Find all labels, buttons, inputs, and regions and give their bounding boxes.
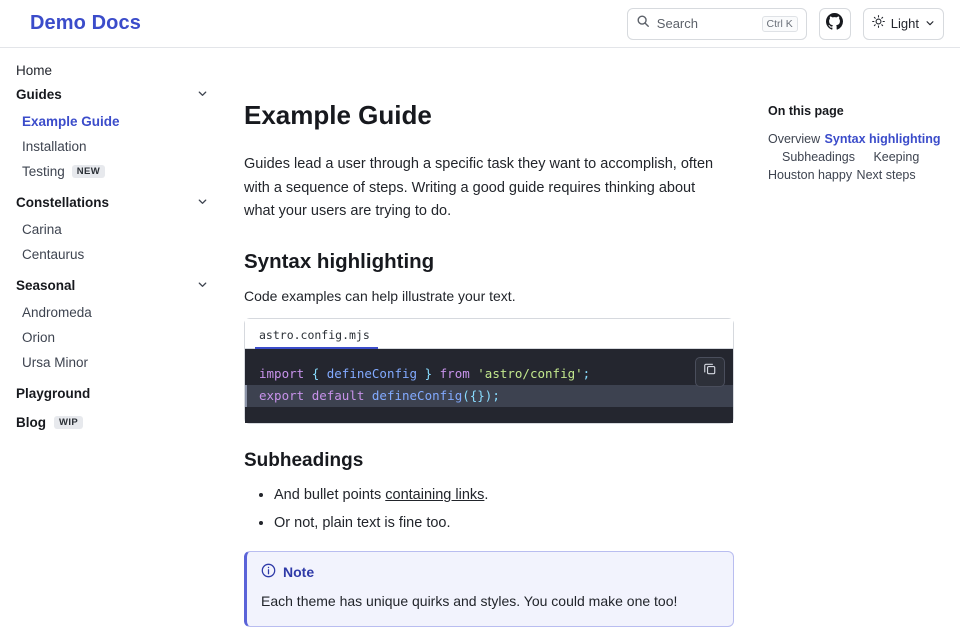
sidebar-group-label: Guides bbox=[16, 87, 62, 102]
header-actions bbox=[627, 8, 944, 40]
bullet-list bbox=[244, 484, 736, 536]
sidebar-group-constellations bbox=[16, 188, 208, 267]
section-heading-syntax-highlighting: Syntax highlighting bbox=[244, 249, 435, 273]
sidebar-item-label: Ursa Minor bbox=[22, 355, 89, 370]
sidebar-item-home[interactable]: Home bbox=[16, 63, 53, 78]
chevron-down-icon bbox=[197, 278, 208, 293]
toc-title: On this page bbox=[768, 104, 844, 118]
sidebar-item-playground[interactable]: Playground bbox=[16, 386, 91, 401]
sidebar-item-carina[interactable] bbox=[22, 217, 208, 242]
github-link[interactable] bbox=[819, 8, 851, 40]
table-of-contents bbox=[760, 48, 960, 539]
sidebar-group-seasonal bbox=[16, 271, 208, 375]
main-content bbox=[224, 48, 760, 610]
toc-item-keeping-houston-happy[interactable]: Keeping Houston happy bbox=[768, 150, 920, 182]
sidebar-item-label: Andromeda bbox=[22, 305, 92, 320]
sidebar-group-items bbox=[16, 217, 208, 267]
chevron-down-icon bbox=[925, 15, 935, 33]
sidebar-item-andromeda[interactable] bbox=[22, 300, 208, 325]
search-input[interactable] bbox=[627, 8, 807, 40]
sidebar-item-orion[interactable] bbox=[22, 325, 208, 350]
list-item-text: And bullet points bbox=[274, 486, 386, 503]
sidebar-group-label: Seasonal bbox=[16, 278, 76, 293]
sidebar-item-label: Centaurus bbox=[22, 247, 85, 262]
section-subtext: Code examples can help illustrate your text. bbox=[244, 287, 516, 304]
sidebar-item-ursa-minor[interactable] bbox=[22, 350, 208, 375]
sidebar-group-header-constellations[interactable] bbox=[16, 188, 208, 217]
note-title: Note bbox=[283, 564, 315, 581]
sidebar-item-label: Example Guide bbox=[22, 114, 120, 129]
section-heading-subheadings: Subheadings bbox=[244, 449, 364, 471]
sidebar-item-installation[interactable] bbox=[22, 134, 208, 159]
sidebar-item-testing[interactable] bbox=[22, 159, 208, 184]
sidebar-group-header-guides[interactable] bbox=[16, 80, 208, 109]
note-text: Each theme has unique quirks and styles. You could make one too! bbox=[261, 593, 678, 610]
search-placeholder: Search bbox=[656, 16, 698, 31]
sidebar-item-centaurus[interactable] bbox=[22, 242, 208, 267]
sidebar-group-guides bbox=[16, 80, 208, 184]
search-shortcut-badge: Ctrl K bbox=[762, 16, 798, 32]
site-brand[interactable]: Demo Docs bbox=[30, 12, 141, 34]
sidebar-item-label: Installation bbox=[22, 139, 87, 154]
toc-item-next-steps[interactable]: Next steps bbox=[856, 168, 916, 182]
page-title: Example Guide bbox=[244, 100, 432, 130]
intro-paragraph: Guides lead a user through a specific task they want to accomplish, often with a sequence of steps. Writing a good guide requires thinking about what your users are trying to do. bbox=[244, 156, 714, 220]
copy-icon bbox=[703, 362, 717, 381]
status-badge: WIP bbox=[54, 416, 83, 430]
code-filename-tab[interactable]: astro.config.mjs bbox=[255, 323, 378, 349]
theme-select[interactable] bbox=[863, 8, 944, 40]
github-icon bbox=[826, 13, 843, 35]
inline-link[interactable]: containing links bbox=[385, 486, 485, 503]
sidebar-item-blog[interactable] bbox=[16, 408, 208, 437]
list-item-text-post: . bbox=[484, 486, 489, 503]
page-layout bbox=[0, 48, 960, 610]
sidebar-group-header-seasonal[interactable] bbox=[16, 271, 208, 300]
note-header bbox=[261, 563, 719, 581]
code-block-body bbox=[245, 349, 733, 423]
sun-icon bbox=[872, 15, 885, 33]
sidebar-group-items bbox=[16, 300, 208, 375]
sidebar-item-label: Testing bbox=[22, 164, 65, 179]
sidebar-item-label: Carina bbox=[22, 222, 62, 237]
sidebar-item-label: Orion bbox=[22, 330, 56, 345]
code-block-tabs bbox=[245, 319, 733, 349]
toc-item-subheadings[interactable]: Subheadings bbox=[782, 150, 855, 164]
code-line: import { defineConfig } from 'astro/config'; bbox=[259, 365, 591, 381]
sidebar-item-label: Blog bbox=[16, 415, 46, 430]
info-icon bbox=[261, 563, 276, 581]
site-header bbox=[0, 0, 960, 48]
toc-item-overview[interactable]: Overview bbox=[768, 132, 821, 146]
chevron-down-icon bbox=[197, 87, 208, 102]
list-item bbox=[274, 512, 736, 536]
code-line-highlighted: export default defineConfig({}); bbox=[245, 385, 733, 407]
sidebar-group-items bbox=[16, 109, 208, 184]
code-block bbox=[244, 318, 734, 424]
toc-item-syntax-highlighting[interactable]: Syntax highlighting bbox=[824, 132, 941, 146]
copy-button[interactable] bbox=[695, 357, 725, 387]
search-icon bbox=[636, 14, 650, 33]
note-callout bbox=[244, 551, 734, 627]
theme-label: Light bbox=[890, 16, 919, 31]
list-item bbox=[274, 484, 736, 508]
chevron-down-icon bbox=[197, 195, 208, 210]
sidebar-group-label: Constellations bbox=[16, 195, 110, 210]
sidebar-item-example-guide[interactable] bbox=[22, 109, 208, 134]
status-badge: NEW bbox=[72, 165, 105, 179]
list-item-text: Or not, plain text is fine too. bbox=[274, 514, 451, 531]
sidebar bbox=[0, 48, 224, 539]
